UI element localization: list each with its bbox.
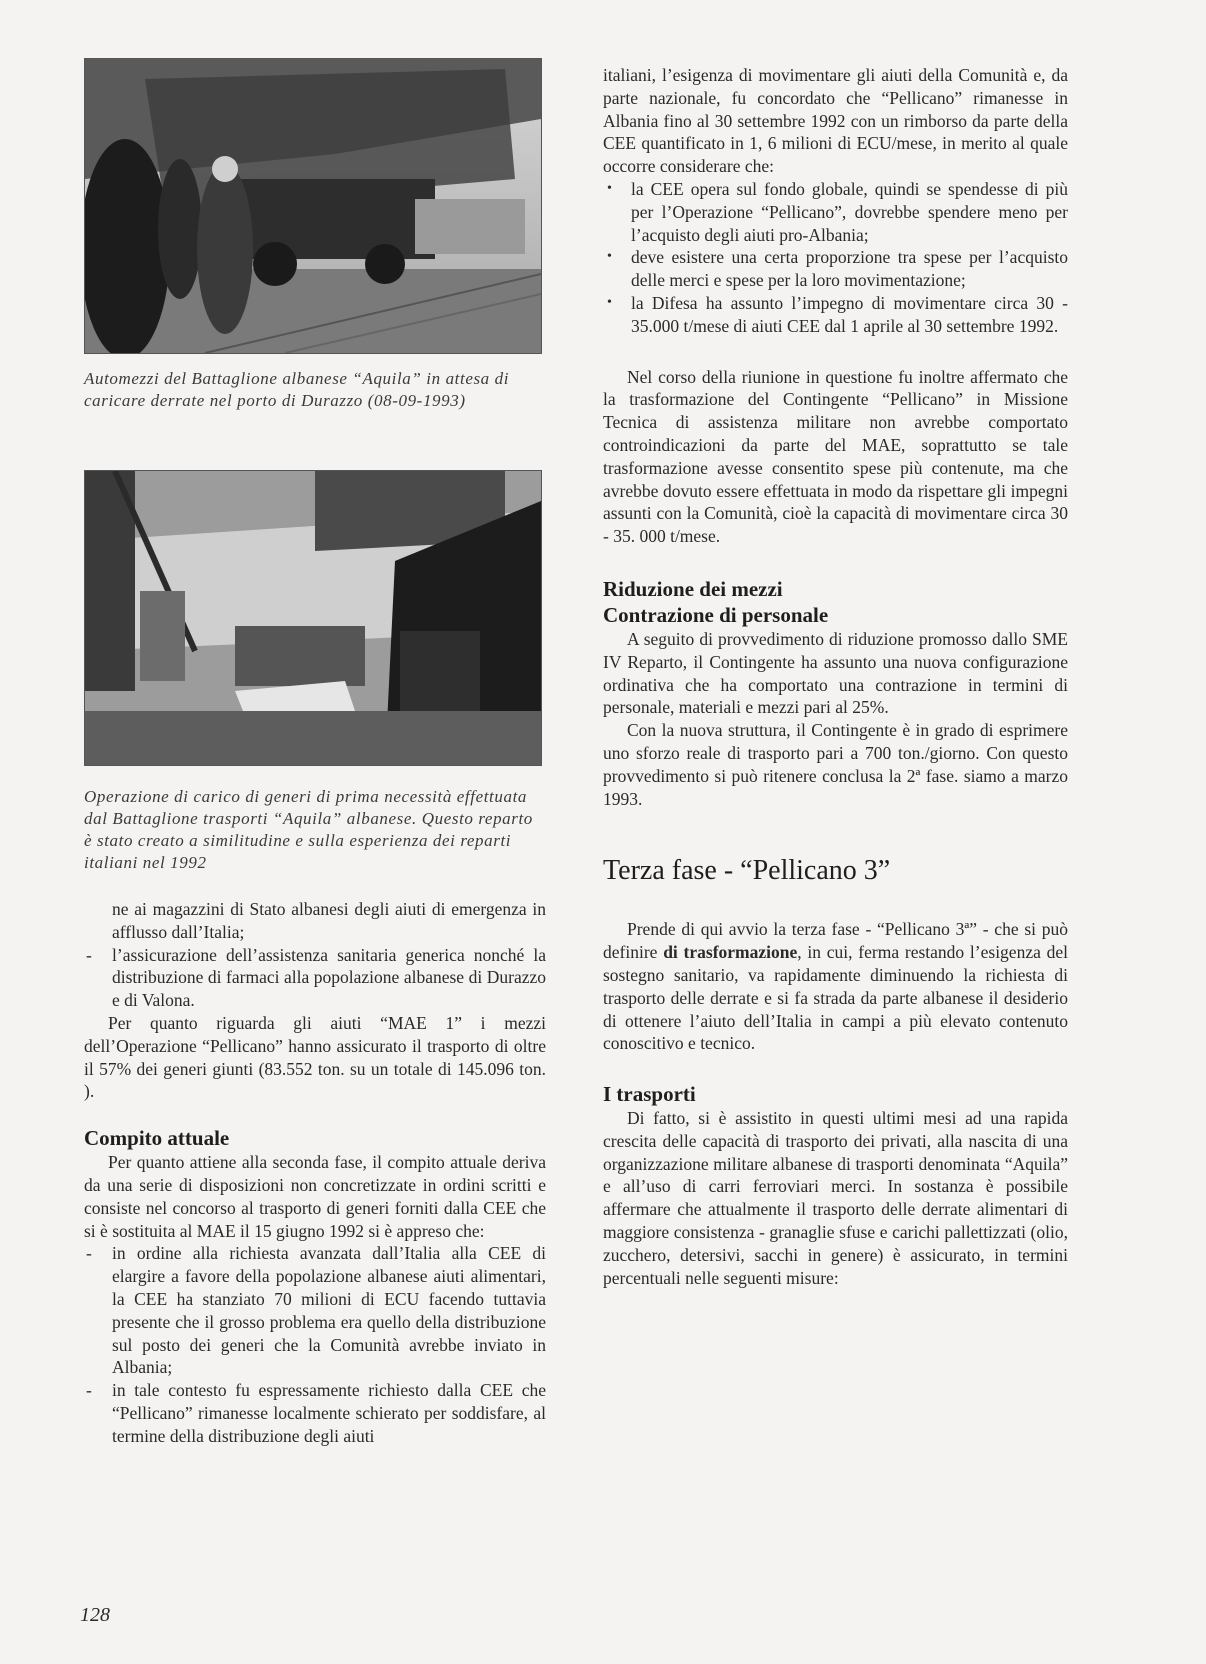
paragraph: Per quanto attiene alla seconda fase, il compito attuale deriva da una serie di disposizioni non concretizzate in ordini scritti e consiste nel concorso al trasporto di generi forniti dalla CEE che si è sostituita al MAE il 15 giugno 1992 si è appreso che:	[84, 1152, 546, 1241]
caption-trucks: Automezzi del Battaglione albanese “Aquila” in attesa di caricare derrate nel porto di Durazzo (08-09-1993)	[84, 369, 510, 410]
paragraph: Di fatto, si è assistito in questi ultimi mesi ad una rapida crescita delle capacità di trasporto dei privati, alla nascita di una organizzazione militare albanese di trasporti denominata “Aquila” e all’uso di carri ferroviari merci. In sostanza è possibile affermare che attualmente il trasporto delle derrate alimentari di maggiore consistenza - granaglie sfuse e carichi pallettizzati (olio, zucchero, detersivi, sacchi in genere) è assicurato, in termini percentuali nelle seguenti misure:	[603, 1108, 1068, 1288]
list-item	[84, 1379, 546, 1447]
list-item	[84, 944, 546, 1012]
paragraph-text: , in cui, ferma restando l’esigenza del sostegno sanitario, va rapidamente diminuendo la richiesta di trasporto delle derrate e si fa strada da parte albanese il desiderio di ottenere l’aiuto dell’Italia in campi a più elevato contenuto conoscitivo e tecnico.	[603, 942, 1068, 1054]
paragraph: ne ai magazzini di Stato albanesi degli aiuti di emergenza in afflusso dall’Italia;	[112, 899, 546, 942]
dash-list	[84, 944, 546, 1012]
heading-compito-attuale: Compito attuale	[84, 1126, 230, 1151]
paragraph: italiani, l’esigenza di movimentare gli aiuti della Comunità e, da parte nazionale, fu concordato che “Pellicano” rimanesse in Albania fino al 30 settembre 1992 con un rimborso da parte della CEE quantificato in 1, 6 milioni di ECU/mese, in merito al quale occorre considerare che:	[603, 65, 1068, 177]
caption-loading: Operazione di carico di generi di prima necessità effettuata dal Battaglione trasporti “Aquila” albanese. Questo reparto è stato creato a similitudine e sulla esperienza dei reparti italiani nel 1992	[84, 787, 533, 872]
photo-loading	[84, 470, 542, 766]
bold-term: di trasformazione	[663, 942, 798, 963]
list-item-text: la Difesa ha assunto l’impegno di movimentare circa 30 - 35.000 t/mese di aiuti CEE dal 1 aprile al 30 settembre 1992.	[631, 292, 1068, 336]
list-item-text: deve esistere una certa proporzione tra spese per l’acquisto delle merci e spese per la loro movimentazione;	[631, 247, 1068, 291]
list-item	[603, 246, 1068, 292]
paragraph: Per quanto riguarda gli aiuti “MAE 1” i mezzi dell’Operazione “Pellicano” hanno assicurato il trasporto di oltre il 57% dei generi giunti (83.552 ton. su un totale di 145.096 ton. ).	[84, 1012, 546, 1102]
heading-i-trasporti: I trasporti	[603, 1082, 696, 1107]
dash-mark: -	[86, 1380, 92, 1401]
heading-contrazione-personale: Contrazione di personale	[603, 602, 829, 627]
photo-loading-image	[85, 471, 541, 765]
heading-riduzione-mezzi: Riduzione dei mezzi	[603, 576, 783, 601]
left-column	[84, 58, 546, 1448]
list-item-text: l’assicurazione dell’assistenza sanitaria generica nonché la distribuzione di farmaci alla popolazione albanese di Durazzo e di Valona.	[112, 944, 546, 1011]
paragraph	[603, 918, 1068, 1055]
paragraph: Con la nuova struttura, il Contingente è in grado di esprimere uno sforzo reale di trasporto pari a 700 ton./giorno. Con questo provvedimento si può ritenere conclusa la 2ª fase. siamo a marzo 1993.	[603, 720, 1068, 809]
paragraph-text: Prende di qui avvio la terza fase - “Pellicano 3ª” - che si può definire	[603, 919, 1068, 963]
list-item	[603, 178, 1068, 246]
left-body	[84, 898, 546, 1448]
list-item-text: la CEE opera sul fondo globale, quindi se spendesse di più per l’Operazione “Pellicano”, dovrebbe spendere meno per l’acquisto degli aiuti pro-Albania;	[631, 178, 1068, 245]
photo-trucks-image	[85, 59, 541, 353]
page-number: 128	[80, 1604, 110, 1626]
bullet-list	[603, 178, 1068, 338]
list-item	[603, 292, 1068, 338]
list-item-text: in ordine alla richiesta avanzata dall’Italia alla CEE di elargire a favore della popolazione albanese aiuti alimentari, la CEE ha stanziato 70 milioni di ECU facendo tuttavia presente che il grosso problema era quello della distribuzione sul posto dei generi che la Comunità avrebbe inviato in Albania;	[112, 1243, 546, 1378]
section-title-terza-fase: Terza fase - “Pellicano 3”	[603, 855, 891, 887]
dash-list	[84, 1242, 546, 1447]
paragraph: Nel corso della riunione in questione fu inoltre affermato che la trasformazione del Contingente “Pellicano” in Missione Tecnica di assistenza militare non avrebbe comportato controindicazioni da parte del MAE, soprattutto se tale trasformazione avesse consentito spese più contenute, ma che avrebbe dovuto essere effettuata in modo da rispettare gli impegni assunti con la Comunità, cioè la capacità di movimentare circa 30 - 35. 000 t/mese.	[603, 366, 1068, 547]
dash-mark: -	[86, 944, 92, 965]
bullet-mark: •	[607, 294, 612, 310]
bullet-mark: •	[607, 180, 612, 196]
photo-trucks	[84, 58, 542, 354]
paragraph: A seguito di provvedimento di riduzione promosso dallo SME IV Reparto, il Contingente ha assunto una nuova configurazione ordinativa che ha comportato una contrazione in termini di personale, materiali e mezzi pari al 25%.	[603, 628, 1068, 718]
right-column	[603, 64, 1068, 1289]
dash-mark: -	[86, 1243, 92, 1264]
bullet-mark: •	[607, 249, 612, 265]
list-item	[84, 1242, 546, 1379]
list-item-text: in tale contesto fu espressamente richiesto dalla CEE che “Pellicano” rimanesse localmente schierato per soddisfare, al termine della distribuzione degli aiuti	[112, 1380, 546, 1446]
